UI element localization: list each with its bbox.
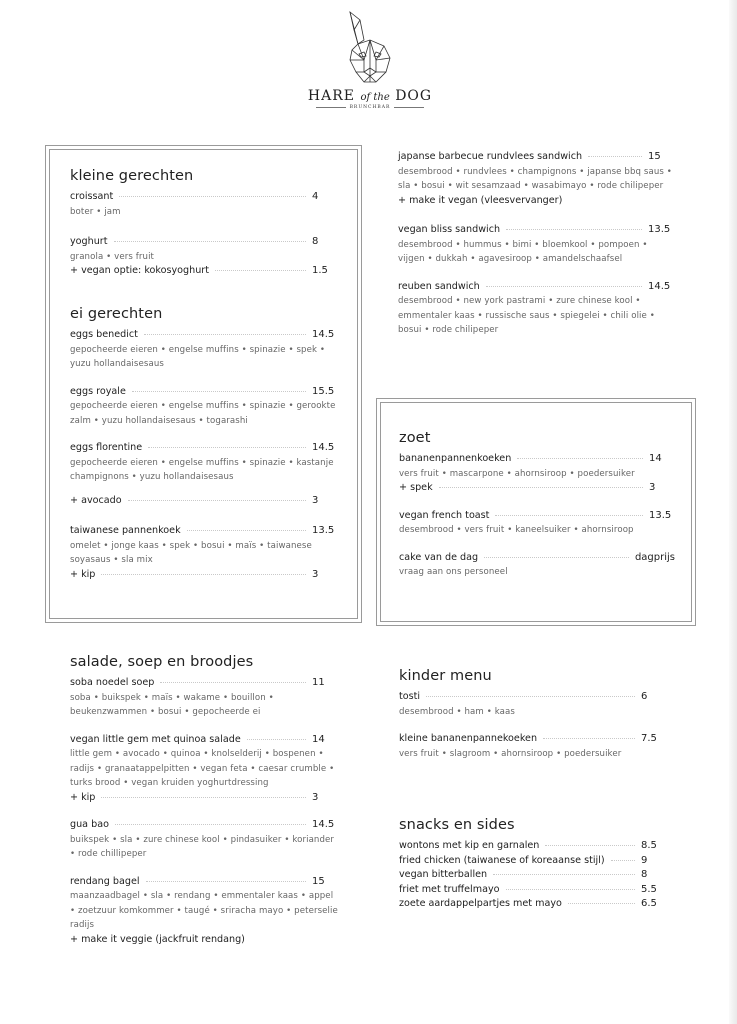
item-price: 13.5 xyxy=(649,509,672,521)
item-price: 15 xyxy=(648,151,661,162)
item-price: 14.5 xyxy=(312,819,335,830)
item-price: 13.5 xyxy=(312,525,335,536)
menu-item xyxy=(70,875,338,948)
item-price: dagprijs xyxy=(634,551,675,563)
item-description: buikspek • sla • zure chinese kool • pindasuiker • koriander • rode chillipeper xyxy=(70,834,335,859)
menu-item xyxy=(70,494,338,509)
item-name: vegan bitterballen xyxy=(399,869,488,881)
item-price: 14.5 xyxy=(648,280,671,292)
item-name: rendang bagel xyxy=(70,875,140,887)
item-price: 14.5 xyxy=(312,442,335,453)
item-price: 14 xyxy=(312,733,325,745)
section-title: salade, soep en broodjes xyxy=(70,654,254,670)
item-name: cake van de dag xyxy=(399,551,479,563)
item-name: eggs florentine xyxy=(70,442,143,453)
item-price: 15 xyxy=(312,875,325,887)
item-price: 3 xyxy=(312,494,319,506)
addon-price: 3 xyxy=(649,482,656,493)
section-sandwiches xyxy=(398,150,674,351)
brand-word-hare: HARE xyxy=(307,88,355,104)
menu-item xyxy=(399,732,667,761)
item-name: zoete aardappelpartjes met mayo xyxy=(399,898,562,910)
section-title: kleine gerechten xyxy=(70,168,194,184)
menu-item xyxy=(70,818,338,862)
section-snacks-en-sides xyxy=(399,817,667,912)
addon-price: 1.5 xyxy=(312,265,328,276)
item-name: taiwanese pannenkoek xyxy=(70,525,181,536)
item-description: vraag aan ons personeel xyxy=(399,567,508,577)
item-price: 8.5 xyxy=(641,840,657,851)
menu-item xyxy=(398,280,674,338)
menu-item xyxy=(70,524,338,582)
item-name: soba noedel soep xyxy=(70,677,155,688)
item-name: fried chicken (taiwanese of koreaanse stijl) xyxy=(399,854,605,866)
menu-item xyxy=(399,551,675,580)
section-title: ei gerechten xyxy=(70,306,163,322)
item-name: friet met truffelmayo xyxy=(399,883,500,895)
geometric-hare-icon xyxy=(340,10,400,86)
item-price: 11 xyxy=(312,677,325,688)
menu-item xyxy=(399,509,675,538)
menu-item xyxy=(70,676,338,720)
addon-name: + kip xyxy=(70,568,96,580)
menu-item xyxy=(399,868,667,883)
brand-word-dog: DOG xyxy=(395,88,433,104)
addon-name: + make it vegan (vleesvervanger) xyxy=(398,194,563,206)
addon-name: + vegan optie: kokosyoghurt xyxy=(70,265,210,276)
item-description: little gem • avocado • quinoa • knolselderij • bospenen • radijs • granaatappelpitten • vegan feta • caesar crumble • turks brood • vegan kruiden yoghurtdressing xyxy=(70,749,335,788)
item-description: desembrood • new york pastrami • zure chinese kool • emmentaler kaas • russische saus • spiegelei • chili olie • bosui • rode chilipeper xyxy=(398,296,655,335)
section-kleine-gerechten xyxy=(70,168,338,292)
addon-price: 3 xyxy=(312,568,319,580)
item-description: gepocheerde eieren • engelse muffins • spinazie • spek • yuzu hollandaisesaus xyxy=(70,344,326,369)
item-price: 15.5 xyxy=(312,385,335,397)
item-price: 14 xyxy=(649,453,662,464)
item-name: vegan french toast xyxy=(399,509,490,521)
menu-item xyxy=(398,223,674,267)
item-name: vegan little gem met quinoa salade xyxy=(70,733,241,745)
item-name: wontons met kip en garnalen xyxy=(399,840,540,851)
section-title: kinder menu xyxy=(399,668,492,684)
section-title: snacks en sides xyxy=(399,817,515,833)
item-description: vers fruit • slagroom • ahornsiroop • poedersuiker xyxy=(399,748,622,759)
item-name: + avocado xyxy=(70,494,122,506)
item-price: 6 xyxy=(641,691,648,702)
item-description: desembrood • vers fruit • kaneelsuiker • ahornsiroop xyxy=(399,525,634,535)
item-price: 14.5 xyxy=(312,329,335,340)
menu-item xyxy=(399,839,667,854)
menu-item xyxy=(70,441,338,485)
page-edge-shadow xyxy=(729,0,737,1024)
item-description: vers fruit • mascarpone • ahornsiroop • poedersuiker xyxy=(399,468,635,479)
item-description: gepocheerde eieren • engelse muffins • spinazie • kastanje champignons • yuzu hollandaisesaus xyxy=(70,457,334,482)
item-name: kleine bananenpannekoeken xyxy=(399,733,538,744)
item-name: eggs benedict xyxy=(70,329,138,340)
item-name: yoghurt xyxy=(70,236,108,247)
section-salade-soep-broodjes xyxy=(70,654,338,960)
item-name: vegan bliss sandwich xyxy=(398,224,501,235)
menu-item xyxy=(399,690,667,719)
menu-item xyxy=(70,733,338,806)
item-price: 13.5 xyxy=(648,224,671,235)
menu-item xyxy=(70,190,338,219)
item-description: boter • jam xyxy=(70,206,121,217)
menu-item xyxy=(399,883,667,898)
item-name: reuben sandwich xyxy=(398,280,480,292)
menu-item xyxy=(70,235,338,279)
item-description: soba • buikspek • maïs • wakame • bouillon • beukenzwammen • bosui • gepocheerde ei xyxy=(70,692,274,717)
item-price: 4 xyxy=(312,191,319,202)
item-name: croissant xyxy=(70,191,114,202)
menu-item xyxy=(399,897,667,912)
menu-item xyxy=(399,854,667,869)
brand-name xyxy=(300,88,440,104)
item-name: tosti xyxy=(399,691,421,702)
section-title: zoet xyxy=(399,430,431,446)
brand-logo xyxy=(300,10,440,125)
brand-subtitle: BRUNCHBAR xyxy=(300,105,440,110)
item-description: desembrood • hummus • bimi • bloemkool • pompoen • vijgen • dukkah • agavesiroop • amandelschaafsel xyxy=(398,239,648,264)
item-description: desembrood • rundvlees • champignons • japanse bbq saus • sla • bosui • wit sesamzaad • wasabimayo • rode chilipeper xyxy=(398,166,672,191)
item-name: bananenpannenkoeken xyxy=(399,453,512,464)
item-price: 8 xyxy=(312,236,319,247)
item-name: japanse barbecue rundvlees sandwich xyxy=(398,151,583,162)
item-price: 6.5 xyxy=(641,898,657,910)
item-description: granola • vers fruit xyxy=(70,251,155,262)
item-price: 7.5 xyxy=(641,733,657,744)
menu-item xyxy=(399,452,675,496)
section-zoet xyxy=(399,430,675,593)
item-name: eggs royale xyxy=(70,385,126,397)
item-description: desembrood • ham • kaas xyxy=(399,706,515,717)
menu-item xyxy=(70,328,338,372)
item-description: gepocheerde eieren • engelse muffins • spinazie • gerookte zalm • yuzu hollandaisesaus • togarashi xyxy=(70,401,336,426)
section-kinder-menu xyxy=(399,668,667,774)
item-description: omelet • jonge kaas • spek • bosui • maïs • taiwanese soyasaus • sla mix xyxy=(70,540,312,565)
item-name: gua bao xyxy=(70,819,109,830)
item-price: 9 xyxy=(641,854,648,866)
menu-item xyxy=(70,385,338,429)
addon-name: + spek xyxy=(399,482,433,493)
item-price: 5.5 xyxy=(641,883,657,895)
addon-name: + make it veggie (jackfruit rendang) xyxy=(70,933,245,945)
menu-item xyxy=(398,150,674,208)
item-description: maanzaadbagel • sla • rendang • emmentaler kaas • appel • zoetzuur komkommer • taugé • sriracha mayo • peterselie radijs xyxy=(70,891,338,930)
addon-name: + kip xyxy=(70,791,96,803)
addon-price: 3 xyxy=(312,791,319,803)
section-ei-gerechten xyxy=(70,306,338,595)
brand-word-of-the: of the xyxy=(360,92,390,103)
item-price: 8 xyxy=(641,869,648,881)
